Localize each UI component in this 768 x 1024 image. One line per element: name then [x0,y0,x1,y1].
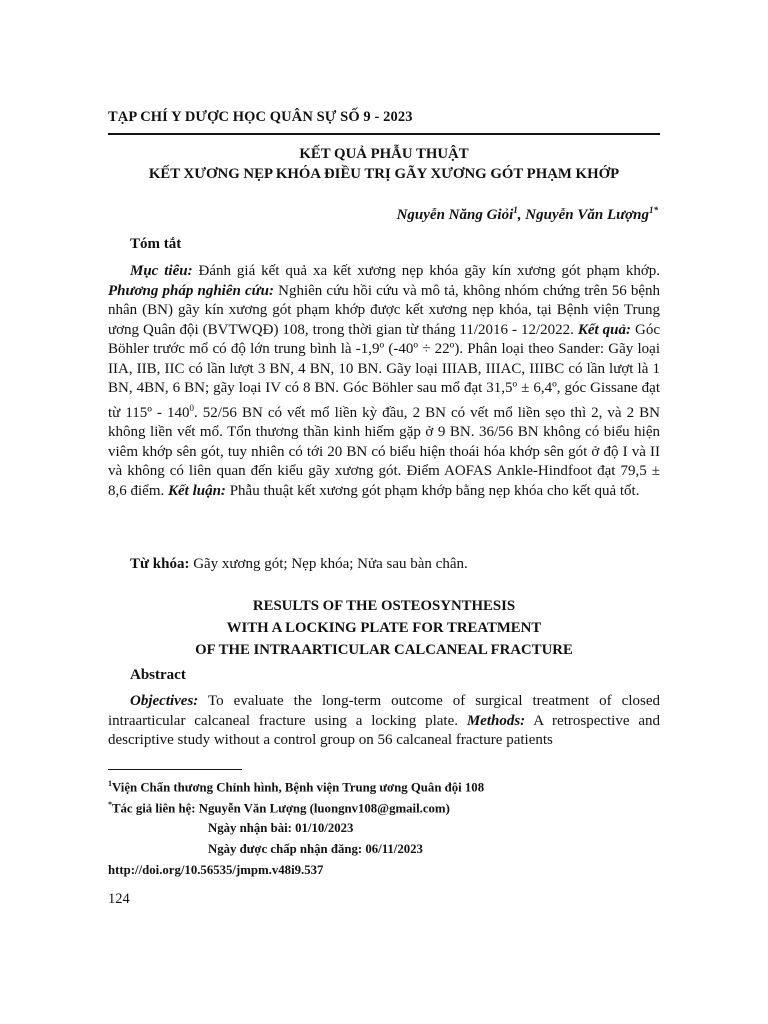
page-number: 124 [108,891,130,907]
methods-text: Nghiên cứu hồi cứu và mô tả, không nhóm chứng trên 56 bệnh nhân (BN) gãy kín xương gót phạm khớp được kết xương nẹp khóa, tại Bệnh viện Trung ương Quân đội (BVTWQĐ) 108, trong thời gian từ tháng 11/2016 - 12/2022. [108,282,661,338]
methods-text-en: A retrospective and descriptive study without a control group on 56 calcaneal fracture patients [108,712,660,748]
footnote-rule [108,769,242,770]
results-text-continued: . 52/56 BN có vết mổ liền kỳ đầu, 2 BN có vết mổ liền sẹo thì 2, và 2 BN không liền vết mổ. Tổn thương thần kinh hiếm gặp ở 9 BN. 36/56 BN không có biểu hiện viêm khớp sên gót, tuy nhiên có tới 20 BN có biểu hiện thoái hóa khớp sên gót ở độ I và II và không có liên quan đến kiểu gãy xương gót. Điểm AOFAS Ankle-Hindfoot đạt 79,5 ± 8,6 điểm. [108,404,660,499]
doi-link[interactable]: http://doi.org/10.56535/jmpm.v48i9.537 [108,863,324,877]
author-1-affiliation: 1 [513,205,518,215]
footnote-affiliation [108,779,484,795]
keywords-line [130,556,468,573]
results-text: Góc Böhler trước mổ có độ lớn trung bình là -1,9º (-40º ÷ 22º). Phân loại theo Sander: Gãy loại IIA, IIB, IIC có lần lượt 3 BN, 4 BN, 10 BN. Gãy loại IIIAB, IIIAC, IIIBC có lần lượt là 1 BN, 4BN, 6 BN; gãy loại IV có 8 BN. Góc Böhler sau mổ đạt 31,5º ± 6,4º, góc Gissane đạt từ 115º - 140 [108,321,660,421]
author-list [397,205,658,224]
title-vn-line-2: KẾT XƯƠNG NẸP KHÓA ĐIỀU TRỊ GÃY XƯƠNG GÓT PHẠM KHỚP [148,166,620,182]
title-en-line-3: OF THE INTRAARTICULAR CALCANEAL FRACTURE [195,642,573,658]
corresponding-marker: * [108,800,112,809]
accepted-date: Ngày được chấp nhận đăng: 06/11/2023 [208,842,423,856]
author-2-affiliation: 1* [649,205,658,215]
results-superscript: 0 [189,402,194,413]
author-2: Nguyễn Văn Lượng [525,207,649,223]
journal-header: TẠP CHÍ Y DƯỢC HỌC QUÂN SỰ SỐ 9 - 2023 [108,109,413,125]
methods-label-en: Methods: [466,712,526,729]
author-separator: , [517,207,526,223]
objectives-text: To evaluate the long-term outcome of surgical treatment of closed intraarticular calcaneal fracture using a locking plate. [108,693,660,729]
objective-text: Đánh giá kết quả xa kết xương nẹp khóa gãy kín xương gót phạm khớp. [192,263,660,279]
title-en-line-1: RESULTS OF THE OSTEOSYNTHESIS [252,598,516,614]
abstract-paragraph [108,692,660,751]
affiliation-text: Viện Chấn thương Chỉnh hình, Bệnh viện Trung ương Quân đội 108 [112,780,485,795]
header-rule [108,133,660,135]
conclusion-label: Kết luận: [168,482,226,499]
title-vn-line-1: KẾT QUẢ PHẪU THUẬT [299,146,469,162]
title-en-line-2: WITH A LOCKING PLATE FOR TREATMENT [226,620,542,636]
keywords-label: Từ khóa: [130,556,190,572]
summary-heading: Tóm tắt [130,236,182,252]
affiliation-marker: 1 [108,779,112,788]
abstract-heading: Abstract [130,667,186,683]
footnote-corresponding [108,800,450,816]
corresponding-text: Tác giả liên hệ: Nguyễn Văn Lượng (luongnv108@gmail.com) [112,801,450,816]
objective-label: Mục tiêu: [130,263,193,279]
received-date: Ngày nhận bài: 01/10/2023 [208,821,354,835]
conclusion-text: Phẫu thuật kết xương gót phạm khớp bằng nẹp khóa cho kết quả tốt. [225,482,640,499]
methods-label: Phương pháp nghiên cứu: [108,282,274,299]
summary-paragraph [108,262,660,501]
author-1: Nguyễn Năng Giỏi [396,207,514,223]
keywords-text: Gãy xương gót; Nẹp khóa; Nửa sau bàn chân. [189,556,468,572]
objectives-label: Objectives: [130,693,199,709]
results-label: Kết quả: [577,321,632,338]
